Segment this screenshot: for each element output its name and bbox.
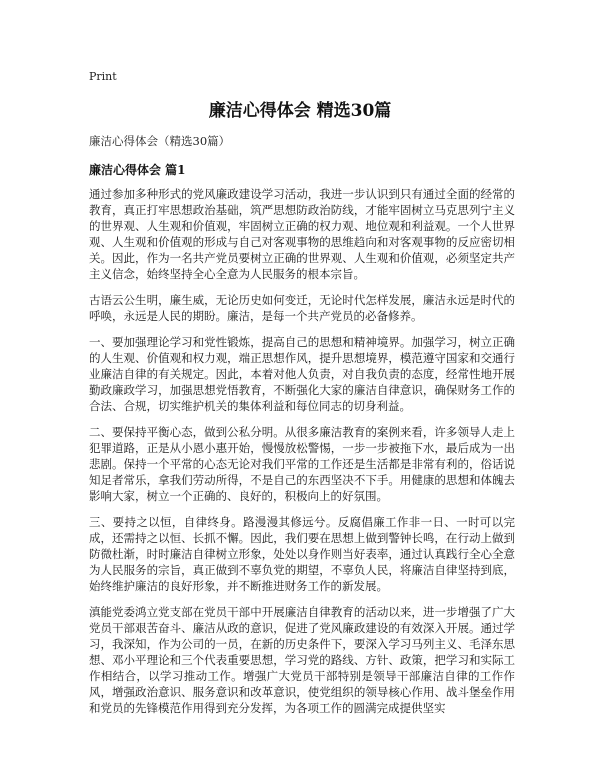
- paragraph-2: 古语云公生明，廉生威，无论历史如何变迁，无论时代怎样发展，廉洁永远是时代的呼唤，永远是人民的期盼。廉洁，是每一个共产党员的必备修养。: [89, 293, 515, 323]
- paragraph-5: 三、要持之以恒，自律终身。路漫漫其修远兮。反腐倡廉工作非一日、一时可以完成，还需持之以恒、长抓不懈。因此，我们要在思想上做到警钟长鸣，在行动上做到防微杜渐，时时廉洁自律树立形象，处处以身作则当好表率，通过认真践行全心全意为人民服务的宗旨，真正做到不辜负党的期望，不辜负人民，将廉洁自律坚持到底，始终维护廉洁的良好形象，并不断推进财务工作的新发展。: [89, 515, 515, 593]
- paragraph-4: 二、要保持平衡心态，做到公私分明。从很多廉洁教育的案例来看，许多领导人走上犯罪道路，正是从小恩小惠开始，慢慢放松警惕，一步一步被拖下水，最后成为一出悲剧。保持一个平常的心态无论对我们平常的工作还是生活都是非常有利的，俗话说知足者常乐，拿我们劳动所得，不是自己的东西坚决不下手。用健康的思想和体魄去影响大家，树立一个正确的、良好的，积极向上的好氛围。: [89, 425, 515, 503]
- paragraph-6: 滇能党委鸿立党支部在党员干部中开展廉洁自律教育的活动以来，进一步增强了广大党员干部艰苦奋斗、廉洁从政的意识，促进了党风廉政建设的有效深入开展。通过学习，我深知，作为公司的一员，在新的历史条件下，要深入学习马列主义、毛泽东思想、邓小平理论和三个代表重要思想，学习党的路线、方针、政策，把学习和实际工作相结合，以学习推动工作。增强广大党员干部特别是领导干部廉洁自律的工作作风，增强政治意识、服务意识和改革意识，使党组织的领导核心作用、战斗堡垒作用和党员的先锋模范作用得到充分发挥，为各项工作的圆满完成提供坚实: [89, 605, 515, 715]
- section-heading: 廉洁心得体会 篇1: [89, 163, 186, 177]
- paragraph-3: 一、要加强理论学习和党性锻炼，提高自己的思想和精神境界。加强学习，树立正确的人生观、价值观和权力观，端正思想作风，提升思想境界，模范遵守国家和交通行业廉洁自律的有关规定。因此，本着对他人负责，对自我负责的态度，经常性地开展勤政廉政学习，加强思想党悟教育，不断强化大家的廉洁自律意识，确保财务工作的合法、合规，切实维护机关的集体利益和每位同志的切身利益。: [89, 335, 515, 413]
- print-label[interactable]: Print: [89, 70, 117, 83]
- document-title: 廉洁心得体会 精选30篇: [208, 101, 392, 121]
- document-body: [89, 186, 515, 726]
- paragraph-1: 通过参加多种形式的党风廉政建设学习活动，我进一步认识到只有通过全面的经常的教育，真正打牢思想政治基础，筑严思想防政治防线，才能牢固树立马克思列宁主义的世界观、人生观和价值观，牢固树立正确的权力观、地位观和利益观。一个人世界观、人生观和价值观的形成与自己对客观事物的思维趋向和对客观事物的反应密切相关。因此，作为一名共产党员要树立正确的世界观、人生观和价值观，必须坚定共产主义信念，始终坚持全心全意为人民服务的根本宗旨。: [89, 187, 515, 281]
- document-subtitle: 廉洁心得体会（精选30篇）: [89, 134, 231, 148]
